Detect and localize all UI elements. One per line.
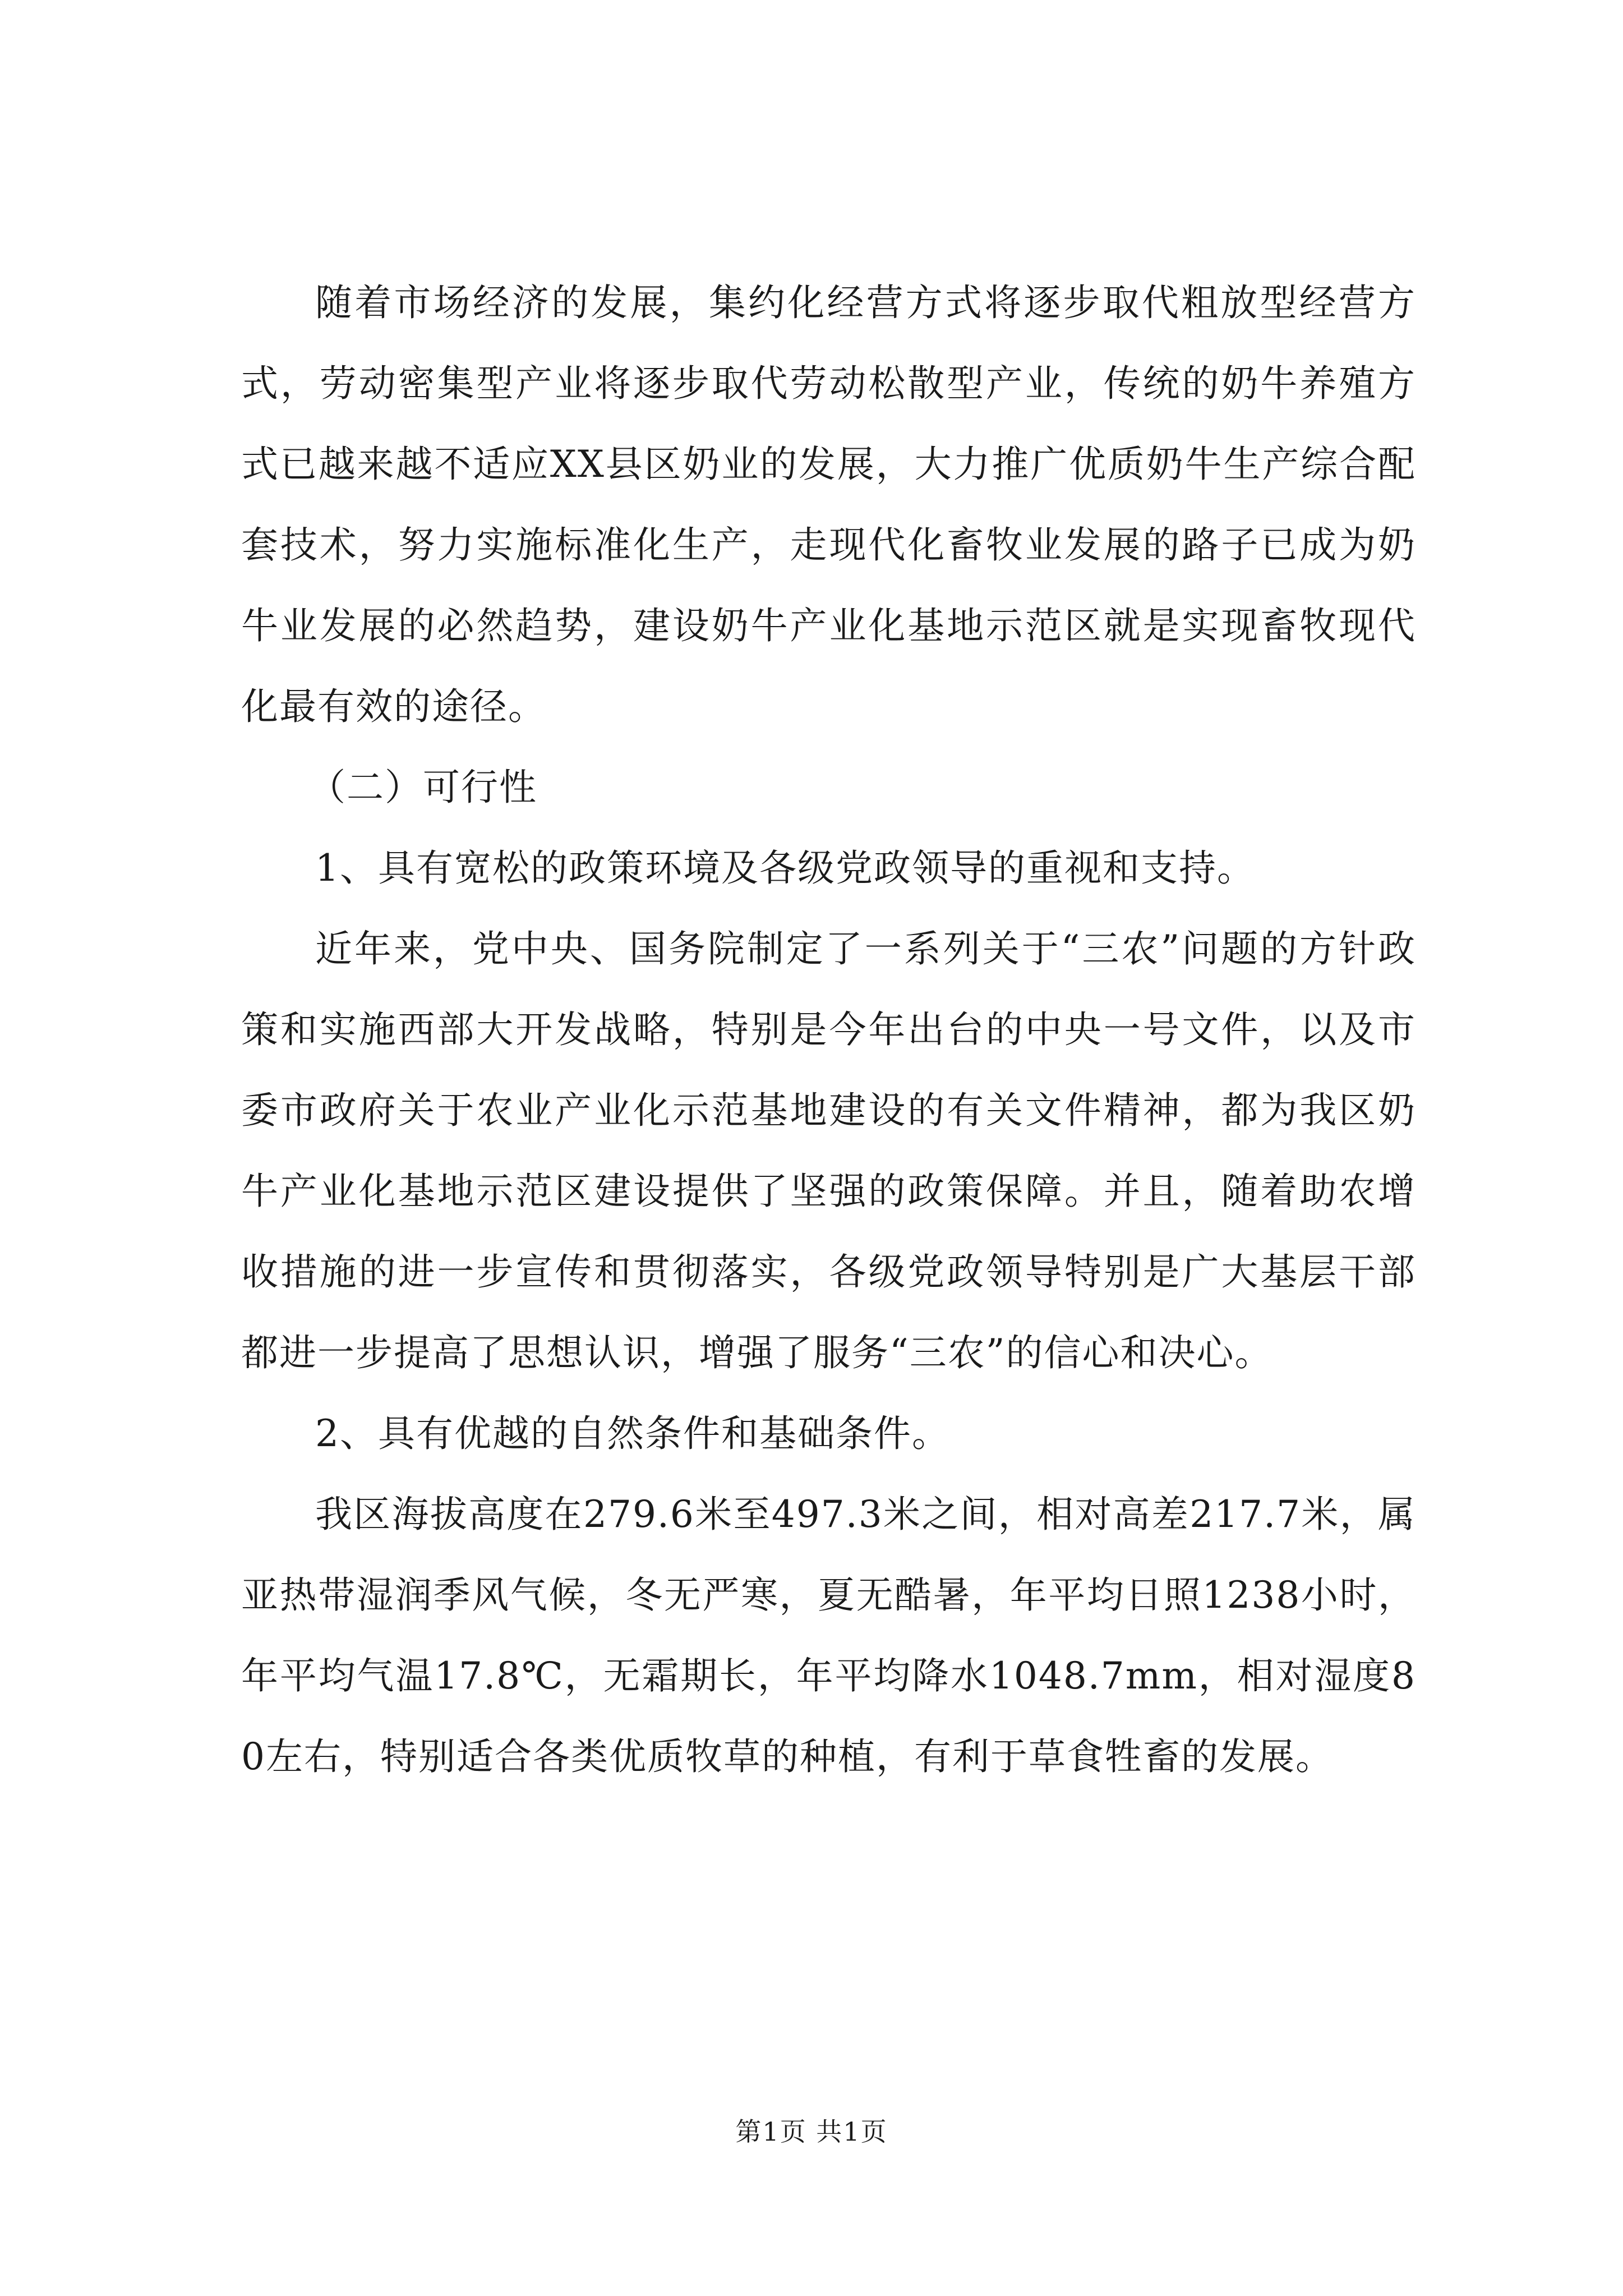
paragraph-policy-support: 近年来，党中央、国务院制定了一系列关于“三农”问题的方针政策和实施西部大开发战略，特别是今年出台的中央一号文件，以及市委市政府关于农业产业化示范基地建设的有关文件精神，都为我区奶牛产业化基地示范区建设提供了坚强的政策保障。并且，随着助农增收措施的进一步宣传和贯彻落实，各级党政领导特别是广大基层干部都进一步提高了思想认识，增强了服务“三农”的信心和决心。 [241, 927, 1416, 1374]
paragraph-natural-conditions: 我区海拔高度在279.6米至497.3米之间，相对高差217.7米，属亚热带湿润季风气候，冬无严寒，夏无酷暑，年平均日照1238小时，年平均气温17.8℃，无霜期长，年平均降水1048.7mm，相对湿度80左右，特别适合各类优质牧草的种植，有利于草食牲畜的发展。 [241, 1493, 1416, 1778]
document-body [241, 263, 1416, 1797]
subheading-natural-conditions: 2、具有优越的自然条件和基础条件。 [315, 1412, 950, 1455]
section-heading-feasibility: （二）可行性 [308, 766, 537, 809]
page-number-footer: 第1页 共1页 [735, 2116, 888, 2147]
paragraph-market-economy: 随着市场经济的发展，集约化经营方式将逐步取代粗放型经营方式，劳动密集型产业将逐步取代劳动松散型产业，传统的奶牛养殖方式已越来越不适应XX县区奶业的发展，大力推广优质奶牛生产综合配套技术，努力实施标准化生产，走现代化畜牧业发展的路子已成为奶牛业发展的必然趋势，建设奶牛产业化基地示范区就是实现畜牧现代化最有效的途径。 [241, 281, 1416, 728]
subheading-policy-environment: 1、具有宽松的政策环境及各级党政领导的重视和支持。 [315, 846, 1255, 890]
